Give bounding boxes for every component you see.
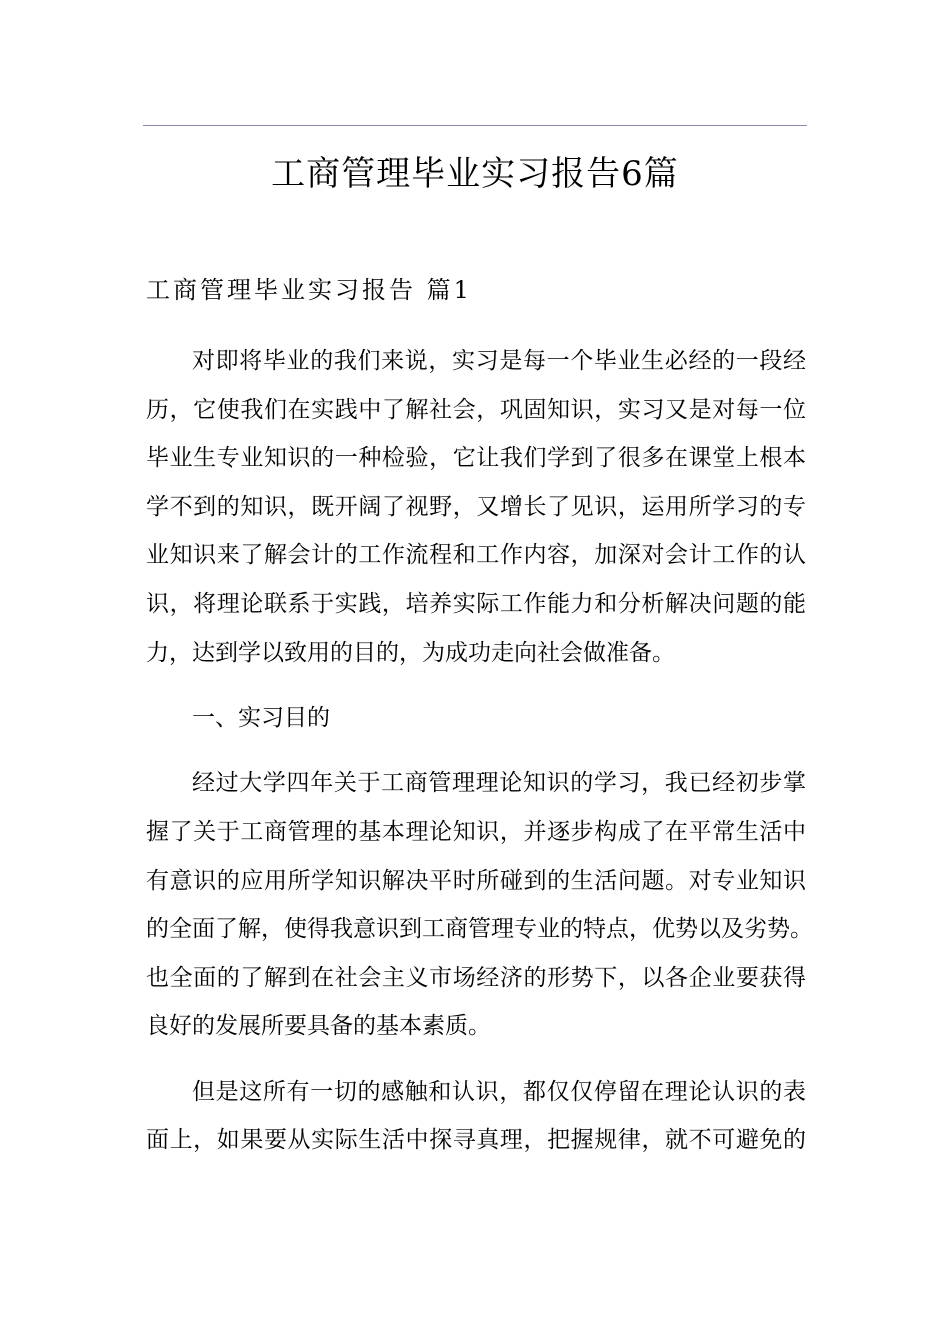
text-line: 经过大学四年关于工商管理理论知识的学习，我已经初步掌 [192, 770, 806, 797]
text-line: 面上，如果要从实际生活中探寻真理，把握规律，就不可避免的 [146, 1127, 806, 1154]
text-line: 也全面的了解到在社会主义市场经济的形势下，以各企业要获得 [146, 964, 806, 991]
document-title: 工商管理毕业实习报告6篇 [271, 154, 679, 194]
text-line: 学不到的知识，既开阔了视野，又增长了见识，运用所学习的专 [146, 493, 806, 520]
paragraph-intro [146, 337, 806, 677]
text-line: 历，它使我们在实践中了解社会，巩固知识，实习又是对每一位 [146, 396, 806, 423]
text-line: 的全面了解，使得我意识到工商管理专业的特点，优势以及劣势。 [146, 916, 813, 943]
text-line: 有意识的应用所学知识解决平时所碰到的生活问题。对专业知识 [146, 867, 806, 894]
paragraph-purpose [146, 759, 813, 1051]
section-heading: 工商管理毕业实习报告 篇1 [146, 276, 472, 304]
text-line: 但是这所有一切的感触和认识，都仅仅停留在理论认识的表 [192, 1078, 806, 1105]
text-line: 毕业生专业知识的一种检验，它让我们学到了很多在课堂上根本 [146, 445, 806, 472]
body-text [146, 337, 813, 1165]
text-line: 握了关于工商管理的基本理论知识，并逐步构成了在平常生活中 [146, 818, 806, 845]
subheading-purpose [146, 694, 806, 743]
text-line: 良好的发展所要具备的基本素质。 [146, 1013, 491, 1040]
text-line: 一、实习目的 [192, 704, 330, 731]
text-line: 业知识来了解会计的工作流程和工作内容，加深对会计工作的认 [146, 542, 806, 569]
paragraph-reflection [146, 1068, 806, 1165]
text-line: 对即将毕业的我们来说，实习是每一个毕业生必经的一段经 [192, 348, 806, 374]
text-line: 识，将理论联系于实践，培养实际工作能力和分析解决问题的能 [146, 590, 806, 617]
header-rule [143, 125, 807, 126]
text-line: 力，达到学以致用的目的，为成功走向社会做准备。 [146, 639, 675, 666]
